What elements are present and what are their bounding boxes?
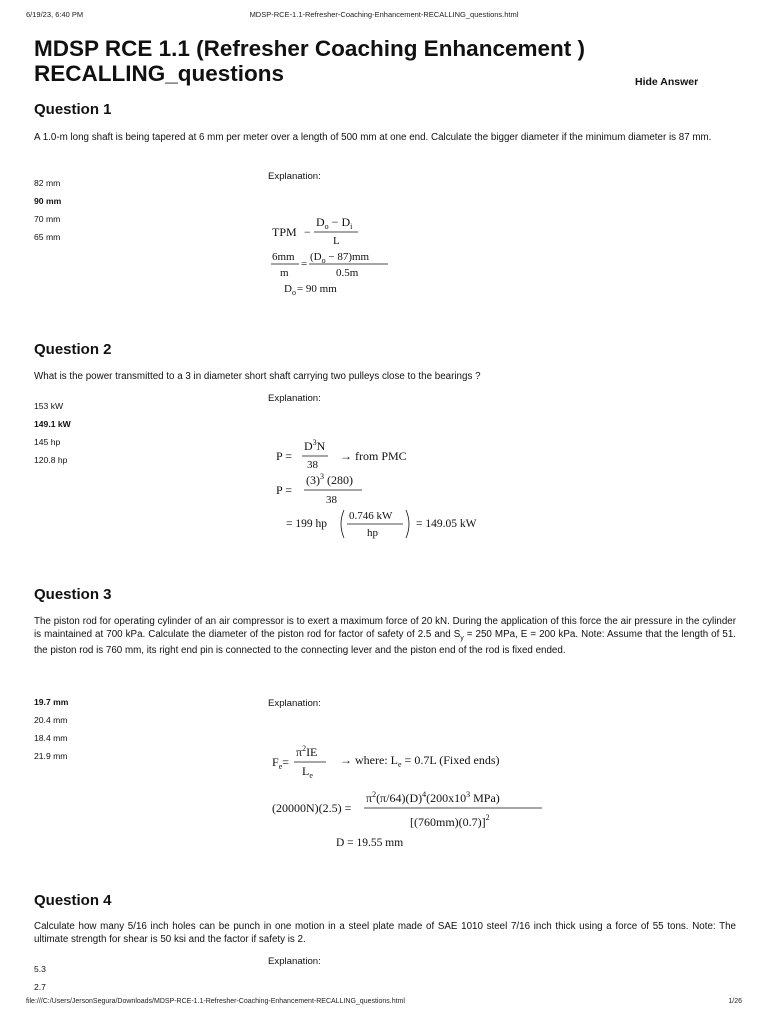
explanation-label: Explanation: [268, 956, 321, 967]
formula-where: → where: $L_e = 0.7L$ (Fixed ends) [340, 753, 500, 769]
explanation-label: Explanation: [268, 171, 321, 182]
choice-correct[interactable]: 90 mm [34, 196, 62, 206]
formula-den: 38 [326, 494, 337, 506]
explanation-label: Explanation: [268, 393, 321, 404]
formula-eq: = 149.05 kW [416, 518, 477, 530]
formula-result: D = 19.55 mm [336, 837, 404, 849]
print-date: 6/19/23, 6:40 PM [26, 10, 84, 19]
formula-p: P = [276, 449, 292, 463]
formula-num: 0.746 kW [349, 510, 393, 522]
print-file-path: file:///C:/Users/JersonSegura/Downloads/MDSP-RCE-1.1-Refresher-Coaching-Enhancement-RECALLING_questions.html [26, 998, 405, 1005]
hide-answer-button[interactable]: Hide Answer [635, 76, 699, 88]
choice[interactable]: 70 mm [34, 214, 61, 224]
question-4-heading: Question 4 [34, 892, 112, 909]
question-1-formula [268, 212, 408, 300]
explanation-label: Explanation: [268, 698, 321, 709]
formula-svg [268, 212, 408, 300]
choice[interactable]: 21.9 mm [34, 751, 68, 761]
paren-left [341, 510, 344, 538]
question-2-choices [34, 400, 71, 472]
formula-fe: $F_e=$ [272, 755, 290, 771]
formula-svg [270, 740, 560, 852]
choice[interactable]: 18.4 mm [34, 733, 68, 743]
paren-right [406, 510, 409, 538]
page-number: 1/26 [728, 998, 742, 1005]
page-title: MDSP RCE 1.1 (Refresher Coaching Enhancement ) RECALLING_questions [34, 36, 585, 86]
formula-den: 0.5m [336, 267, 359, 279]
print-title: MDSP-RCE-1.1-Refresher-Coaching-Enhancement-RECALLING_questions.html [249, 10, 519, 19]
print-footer [26, 998, 742, 1010]
formula-den: hp [367, 527, 378, 539]
formula-op: = [301, 258, 308, 270]
choice[interactable]: 65 mm [34, 232, 61, 242]
formula-num: $(3)^3$ (280) [306, 472, 353, 487]
question-2-text: What is the power transmitted to a 3 in diameter short shaft carrying two pulleys close to the bearings ? [34, 371, 481, 382]
choice[interactable]: 82 mm [34, 178, 61, 188]
formula-den: $[(760mm)(0.7)]^2$ [410, 813, 490, 829]
question-1-choices [34, 177, 61, 249]
question-3-heading: Question 3 [34, 586, 112, 603]
choice[interactable]: 20.4 mm [34, 715, 68, 725]
formula-den: $L_e$ [302, 764, 313, 780]
choice[interactable]: 120.8 hp [34, 455, 68, 465]
choice[interactable]: 2.7 [34, 982, 46, 992]
formula-num: $\pi^2IE$ [296, 744, 318, 759]
question-4-text: Calculate how many 5/16 inch holes can be punch in one motion in a steel plate made of SAE 1010 steel 7/16 inch thick using a force of 55 tons. Note: The ultimate strength for shear is 50 ksi and the factor if safety is 2. [34, 921, 736, 945]
formula-result: $D_o= 90$ mm [284, 283, 337, 297]
formula-num: $D_o - D_i$ [316, 215, 353, 231]
formula-tpm: TPM [272, 225, 297, 239]
print-header [26, 10, 742, 22]
question-2-formula [272, 438, 492, 546]
formula-num: $D^3N$ [304, 438, 326, 453]
formula-p: P = [276, 483, 292, 497]
formula-num: $(D_o - 87)mm$ [310, 251, 370, 265]
question-1-heading: Question 1 [34, 101, 112, 118]
formula-num: 6mm [272, 251, 295, 263]
question-3-choices [34, 696, 68, 768]
formula-op: − [304, 225, 311, 239]
formula-den: L [333, 235, 340, 247]
choice-correct[interactable]: 19.7 mm [34, 697, 69, 707]
formula-arrow: → from PMC [340, 449, 407, 463]
choice[interactable]: 5.3 [34, 964, 46, 974]
question-4-choices [34, 963, 46, 999]
question-1-text: A 1.0-m long shaft is being tapered at 6 mm per meter over a length of 500 mm at one end. Calculate the bigger diameter if the minimum diameter is 87 mm. [34, 132, 712, 143]
formula-eq: = 199 hp [286, 518, 327, 530]
choice[interactable]: 145 hp [34, 437, 61, 447]
choice[interactable]: 153 kW [34, 401, 64, 411]
choice-correct[interactable]: 149.1 kW [34, 419, 71, 429]
formula-num: $\pi^2(\pi/64)(D)^4(200x10^3$ MPa) [366, 790, 500, 805]
formula-lhs: (20000N)(2.5) = [272, 801, 352, 815]
question-2-heading: Question 2 [34, 341, 112, 358]
formula-svg [272, 438, 492, 546]
formula-den: 38 [307, 459, 318, 471]
question-3-text: The piston rod for operating cylinder of an air compressor is to exert a maximum force of 20 kN. During the application of this force the air pressure in the cylinder is maintained at 700 kPa. Calculate the diameter of the piston rod for factor of safety of 2.5 and $S_y = 250$ MPa, E = 200 kPa. Note: Assume that the length of 51. the piston rod is 760 mm, its right end pin is connected to the connecting lever and the piston end of the rod is fixed ended. [34, 616, 736, 656]
question-3-formula [270, 740, 560, 852]
formula-den: m [280, 267, 289, 279]
